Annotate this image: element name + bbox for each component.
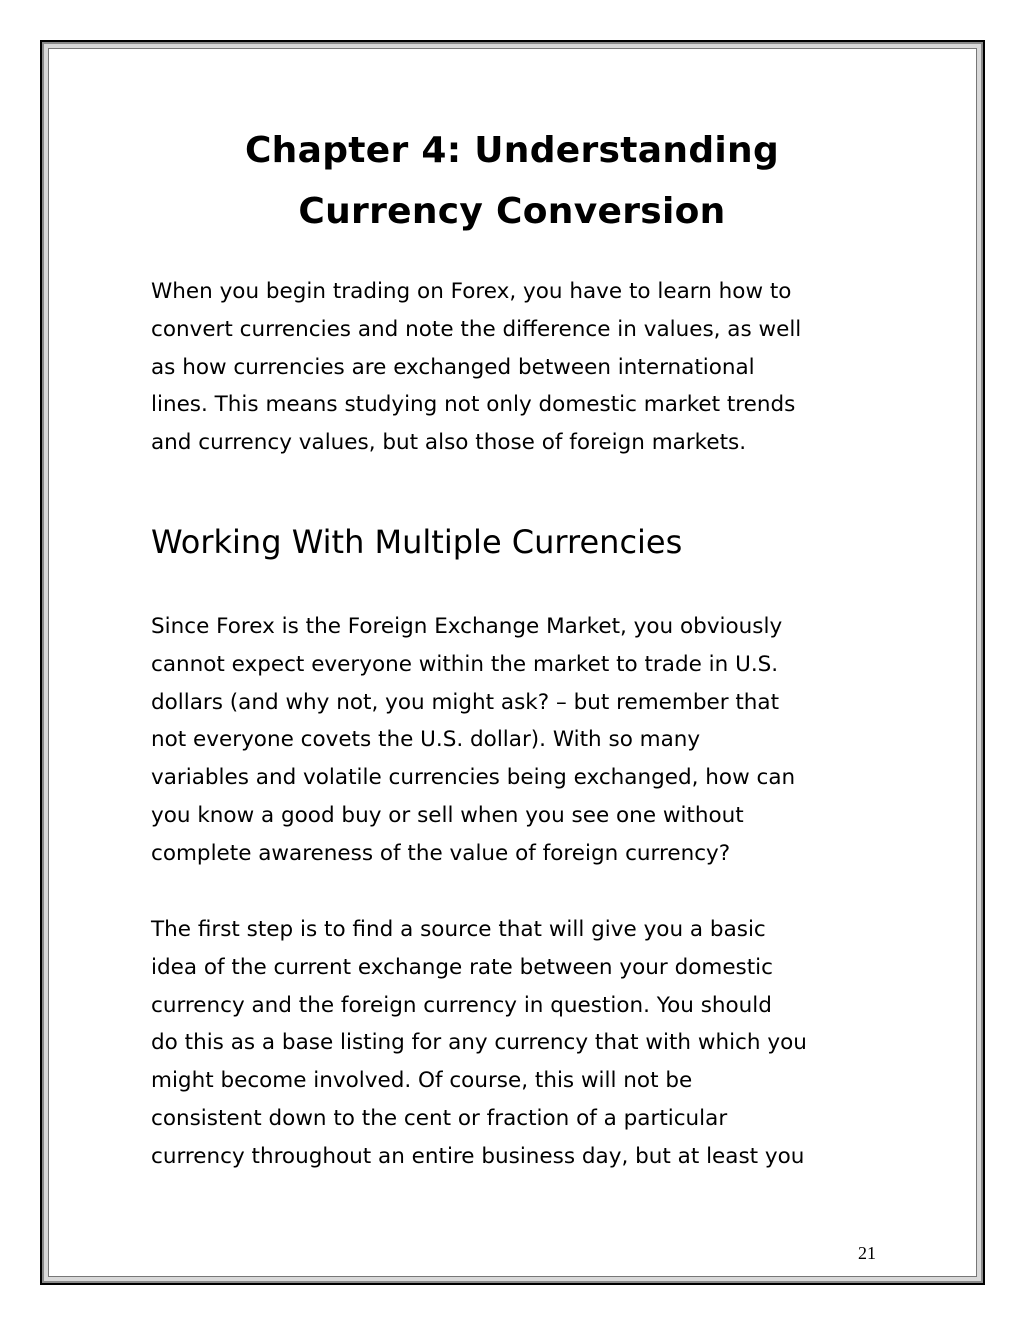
paragraph-line: lines. This means studying not only domestic market trends [151,392,796,418]
paragraph-line: consistent down to the cent or fraction of a particular [151,1105,728,1131]
chapter-title-line-1: Chapter 4: Understanding [244,130,780,171]
paragraph-line: idea of the current exchange rate between your domestic [151,954,773,980]
body-paragraph-3 [151,911,891,1176]
paragraph-line: currency throughout an entire business day, but at least you [151,1143,805,1169]
paragraph-line: When you begin trading on Forex, you have to learn how to [151,279,792,304]
paragraph-line: and currency values, but also those of foreign markets. [151,430,747,456]
paragraph-line: variables and volatile currencies being exchanged, how can [151,765,796,791]
paragraph-line: Since Forex is the Foreign Exchange Market, you obviously [151,614,783,639]
paragraph-line: might become involved. Of course, this will not be [151,1068,693,1094]
paragraph-line: The first step is to find a source that will give you a basic [151,917,766,942]
paragraph-line: cannot expect everyone within the market to trade in U.S. [151,651,779,677]
body-paragraph-2 [151,608,891,873]
paragraph-line: not everyone covets the U.S. dollar). With so many [151,727,701,753]
paragraph-line: you know a good buy or sell when you see one without [151,802,744,828]
paragraph-line: as how currencies are exchanged between international [151,354,755,380]
paragraph-line: currency and the foreign currency in question. You should [151,992,772,1018]
chapter-title [0,120,1024,242]
paragraph-line: convert currencies and note the difference in values, as well [151,316,802,342]
intro-paragraph [151,273,891,462]
section-heading: Working With Multiple Currencies [151,523,683,561]
paragraph-line: dollars (and why not, you might ask? – but remember that [151,689,780,715]
page-number: 21 [858,1243,876,1263]
paragraph-line: complete awareness of the value of foreign currency? [151,840,731,866]
paragraph-line: do this as a base listing for any currency that with which you [151,1030,807,1056]
chapter-title-line-2: Currency Conversion [298,191,726,232]
